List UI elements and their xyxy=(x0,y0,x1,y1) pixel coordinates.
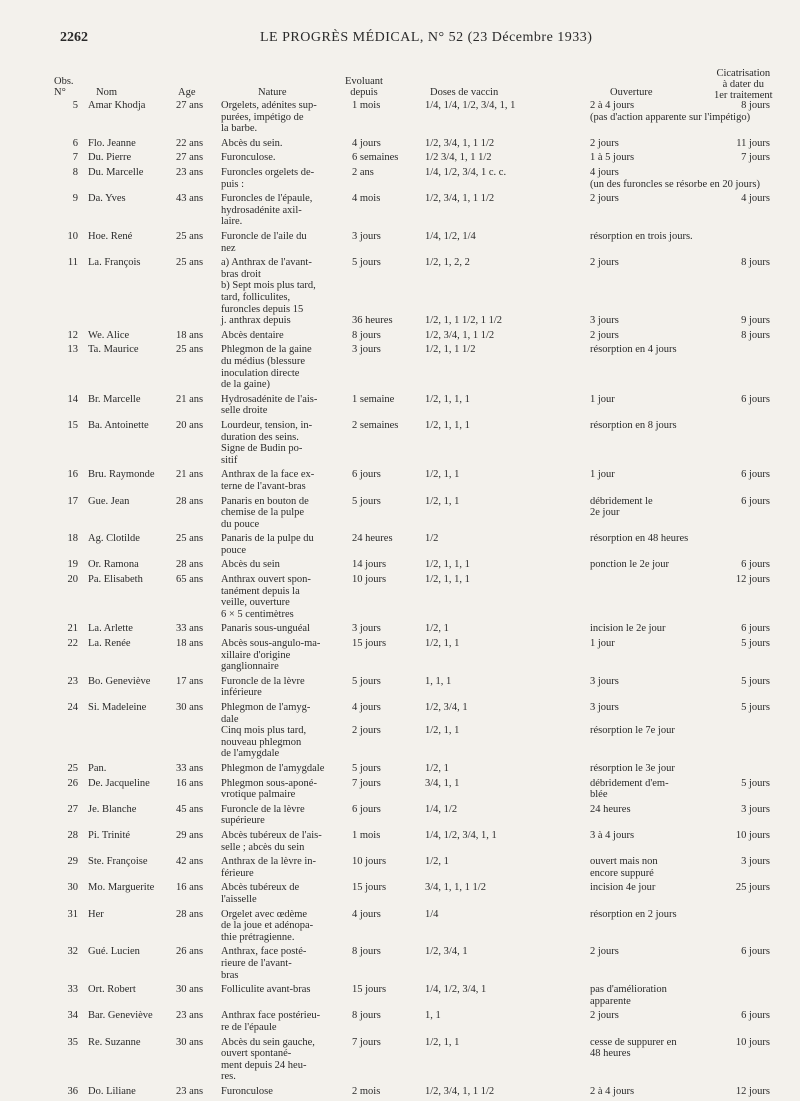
age-cell: 20 ans xyxy=(176,419,204,431)
vaccine-doses-cell: 1/2, 1, 1, 1 xyxy=(425,574,470,586)
healing-cell: 6 jours xyxy=(741,1010,770,1022)
opening-cell: résorption le 3e jour xyxy=(590,763,675,775)
obs-cell: 26 xyxy=(67,777,78,789)
age-cell: 17 ans xyxy=(176,675,204,687)
nature-cell: Orgelet avec œdème de la joue et adénopa- thie prétragienne. xyxy=(221,908,314,943)
col-doses: Doses de vaccin xyxy=(430,87,499,98)
opening-cell: résorption en 8 jours xyxy=(590,419,677,431)
evolving-since-cell: 4 jours 2 jours xyxy=(352,702,381,737)
evolving-since-cell: 6 semaines xyxy=(352,152,399,164)
opening-cell: débridement le 2e jour xyxy=(590,495,653,519)
vaccine-doses-cell: 1/4, 1/2, 3/4, 1, 1 xyxy=(425,830,497,842)
evolving-since-cell: 2 semaines xyxy=(352,419,399,431)
obs-cell: 10 xyxy=(67,230,78,242)
table-row xyxy=(0,138,800,153)
healing-cell: 12 jours xyxy=(735,1085,770,1097)
vaccine-doses-cell: 1/4, 1/4, 1/2, 3/4, 1, 1 xyxy=(425,100,516,111)
obs-cell: 28 xyxy=(67,830,78,842)
table-row xyxy=(0,702,800,763)
table-row xyxy=(0,193,800,231)
table-row xyxy=(0,559,800,574)
nature-cell: Abcès tubéreux de l'aisselle xyxy=(221,882,300,905)
vaccine-doses-cell: 1/2, 1, 1, 1 xyxy=(425,559,470,571)
opening-cell: 3 jours xyxy=(590,675,619,687)
vaccine-doses-cell: 1/4 xyxy=(425,908,439,920)
evolving-since-cell: 4 jours xyxy=(352,137,381,149)
table-row xyxy=(0,1010,800,1036)
evolving-since-cell: 7 jours xyxy=(352,777,381,789)
opening-cell: ponction le 2e jour xyxy=(590,559,670,571)
opening-cell: 2 à 4 jours (pas d'action apparente sur l'impétigo) xyxy=(590,100,751,123)
name-cell: Pi. Trinité xyxy=(88,830,131,842)
name-cell: Re. Suzanne xyxy=(88,1036,141,1048)
vaccine-doses-cell: 1, 1, 1 xyxy=(425,675,452,687)
vaccine-doses-cell: 1/4, 1/2, 1/4 xyxy=(425,230,476,242)
age-cell: 42 ans xyxy=(176,856,204,868)
evolving-since-cell: 10 jours xyxy=(352,574,387,586)
obs-cell: 34 xyxy=(67,1010,78,1022)
table-row xyxy=(0,167,800,193)
obs-cell: 13 xyxy=(67,344,78,356)
table-row xyxy=(0,1037,800,1086)
table-row xyxy=(0,574,800,623)
age-cell: 16 ans xyxy=(176,777,204,789)
opening-cell: résorption en 2 jours xyxy=(590,908,677,920)
name-cell: Pa. Elisabeth xyxy=(88,574,143,586)
evolving-since-cell: 8 jours xyxy=(352,329,381,341)
col-obs: Obs. N° xyxy=(54,76,74,98)
healing-cell: 10 jours xyxy=(735,830,770,842)
name-cell: Gue. Jean xyxy=(88,495,130,507)
vaccine-doses-cell: 1/2, 3/4, 1, 1 1/2 xyxy=(425,137,495,149)
evolving-since-cell: 4 jours xyxy=(352,908,381,920)
col-evoluant: Evoluant depuis xyxy=(345,76,383,98)
opening-cell: 2 jours xyxy=(590,193,619,205)
vaccine-doses-cell: 1/2, 1, 1 xyxy=(425,638,460,650)
nature-cell: Lourdeur, tension, in- duration des seins. Signe de Budin po- sitif xyxy=(221,419,313,466)
opening-cell: incision le 2e jour xyxy=(590,623,666,635)
nature-cell: Anthrax de la face ex- terne de l'avant-bras xyxy=(221,469,315,492)
opening-cell: 1 jour xyxy=(590,393,615,405)
name-cell: We. Alice xyxy=(88,329,130,341)
age-cell: 28 ans xyxy=(176,908,204,920)
vaccine-doses-cell: 1/2, 3/4, 1, 1 1/2 xyxy=(425,329,495,341)
name-cell: Bar. Geneviève xyxy=(88,1010,153,1022)
table-row xyxy=(0,804,800,830)
healing-cell: 8 jours 9 jours xyxy=(741,257,770,327)
opening-cell: 4 jours (un des furoncles se résorbe en 20 jours) xyxy=(590,166,760,190)
opening-cell: 2 jours xyxy=(590,946,619,958)
name-cell: La. François xyxy=(88,257,141,269)
age-cell: 26 ans xyxy=(176,946,204,958)
name-cell: Pan. xyxy=(88,763,107,775)
nature-cell: Abcès du sein. xyxy=(221,137,283,149)
age-cell: 33 ans xyxy=(176,763,204,775)
healing-cell: 4 jours xyxy=(741,193,770,205)
vaccine-doses-cell: 3/4, 1, 1, 1 1/2 xyxy=(425,882,486,894)
name-cell: De. Jacqueline xyxy=(88,777,150,789)
table-row xyxy=(0,882,800,908)
evolving-since-cell: 15 jours xyxy=(352,638,387,650)
vaccine-doses-cell: 1/2, 1 xyxy=(425,856,449,868)
table-row xyxy=(0,623,800,638)
obs-cell: 23 xyxy=(67,675,78,687)
obs-cell: 32 xyxy=(67,946,78,958)
healing-cell: 6 jours xyxy=(741,559,770,571)
evolving-since-cell: 15 jours xyxy=(352,984,387,996)
nature-cell: a) Anthrax de l'avant- bras droit b) Sept mois plus tard, tard, folliculites, furoncles depuis 15 j. anthrax depuis xyxy=(221,257,316,327)
vaccine-doses-cell: 1/2, 1, 2, 2 1/2, 1, 1 1/2, 1 1/2 xyxy=(425,257,503,327)
obs-cell: 27 xyxy=(67,803,78,815)
evolving-since-cell: 10 jours xyxy=(352,856,387,868)
obs-cell: 15 xyxy=(67,419,78,431)
age-cell: 27 ans xyxy=(176,152,204,164)
healing-cell: 5 jours xyxy=(741,675,770,687)
opening-cell: ouvert mais non encore suppuré xyxy=(590,856,658,879)
healing-cell: 10 jours xyxy=(735,1036,770,1048)
nature-cell: Furoncle de la lèvre supérieure xyxy=(221,803,305,827)
obs-cell: 11 xyxy=(67,257,78,269)
page-header xyxy=(60,30,780,50)
age-cell: 33 ans xyxy=(176,623,204,635)
opening-cell: 2 jours 3 jours xyxy=(590,257,619,327)
nature-cell: Abcès du sein xyxy=(221,559,280,571)
name-cell: Do. Liliane xyxy=(88,1085,136,1097)
obs-cell: 20 xyxy=(67,574,78,586)
opening-cell: résorption en 4 jours xyxy=(590,344,677,356)
age-cell: 65 ans xyxy=(176,574,204,586)
vaccine-doses-cell: 1/2, 3/4, 1, 1 1/2 xyxy=(425,1085,495,1097)
nature-cell: Furonculose. xyxy=(221,152,276,164)
opening-cell: cesse de suppurer en 48 heures xyxy=(590,1036,677,1060)
table-row xyxy=(0,152,800,167)
page-number: 2262 xyxy=(60,30,88,45)
opening-cell: pas d'amélioration apparente xyxy=(590,984,667,1007)
age-cell: 28 ans xyxy=(176,559,204,571)
table-row xyxy=(0,946,800,984)
evolving-since-cell: 5 jours xyxy=(352,495,381,507)
table-row xyxy=(0,100,800,138)
col-nom: Nom xyxy=(96,87,117,98)
obs-cell: 33 xyxy=(67,984,78,996)
nature-cell: Abcès du sein gauche, ouvert spontané- ment depuis 24 heu- res. xyxy=(221,1036,315,1083)
age-cell: 16 ans xyxy=(176,882,204,894)
evolving-since-cell: 14 jours xyxy=(352,559,387,571)
obs-cell: 19 xyxy=(67,559,78,571)
obs-cell: 16 xyxy=(67,469,78,481)
age-cell: 29 ans xyxy=(176,830,204,842)
opening-cell: 1 jour xyxy=(590,638,615,650)
age-cell: 25 ans xyxy=(176,257,204,269)
nature-cell: Phlegmon sous-aponé- vrotique palmaire xyxy=(221,777,317,801)
healing-cell: 5 jours xyxy=(741,777,770,789)
age-cell: 30 ans xyxy=(176,984,204,996)
nature-cell: Phlegmon de la gaine du médius (blessure inoculation directe de la gaine) xyxy=(221,344,312,391)
age-cell: 25 ans xyxy=(176,230,204,242)
healing-cell: 6 jours xyxy=(741,946,770,958)
name-cell: Her xyxy=(88,908,104,920)
obs-cell: 29 xyxy=(67,856,78,868)
nature-cell: Anthrax de la lèvre in- férieure xyxy=(221,856,317,879)
table-row xyxy=(0,257,800,330)
table-row xyxy=(0,344,800,393)
name-cell: Ort. Robert xyxy=(88,984,136,996)
evolving-since-cell: 6 jours xyxy=(352,803,381,815)
opening-cell: 2 jours xyxy=(590,1010,619,1022)
vaccine-doses-cell: 1/2, 1, 1, 1 xyxy=(425,419,470,431)
opening-cell: résorption en 48 heures xyxy=(590,533,689,545)
evolving-since-cell: 8 jours xyxy=(352,1010,381,1022)
table-row xyxy=(0,638,800,676)
obs-cell: 14 xyxy=(67,393,78,405)
opening-cell: 1 à 5 jours xyxy=(590,152,635,164)
nature-cell: Panaris sous-unguéal xyxy=(221,623,310,635)
age-cell: 21 ans xyxy=(176,469,204,481)
obs-cell: 8 xyxy=(72,166,78,178)
age-cell: 23 ans xyxy=(176,1010,204,1022)
vaccine-doses-cell: 3/4, 1, 1 xyxy=(425,777,460,789)
table-row xyxy=(0,1086,800,1101)
table-row xyxy=(0,394,800,420)
obs-cell: 12 xyxy=(67,329,78,341)
nature-cell: Panaris en bouton de chemise de la pulpe du pouce xyxy=(221,495,309,530)
opening-cell: débridement d'em- blée xyxy=(590,777,669,801)
obs-cell: 35 xyxy=(67,1036,78,1048)
name-cell: Bo. Geneviève xyxy=(88,675,151,687)
vaccine-doses-cell: 1/2, 1, 1 1/2 xyxy=(425,344,476,356)
observations-table xyxy=(0,100,800,1101)
col-nature: Nature xyxy=(258,87,287,98)
vaccine-doses-cell: 1/4, 1/2 xyxy=(425,803,458,815)
vaccine-doses-cell: 1/2, 1, 1 xyxy=(425,495,460,507)
healing-cell: 5 jours xyxy=(741,702,770,714)
opening-cell: incision 4e jour xyxy=(590,882,656,894)
table-row xyxy=(0,420,800,469)
vaccine-doses-cell: 1/2, 3/4, 1, 1 1/2 xyxy=(425,193,495,205)
age-cell: 43 ans xyxy=(176,193,204,205)
healing-cell: 6 jours xyxy=(741,393,770,405)
healing-cell: 5 jours xyxy=(741,638,770,650)
vaccine-doses-cell: 1/2, 3/4, 1 1/2, 1, 1 xyxy=(425,702,468,737)
healing-cell: 8 jours xyxy=(741,100,770,111)
age-cell: 21 ans xyxy=(176,393,204,405)
obs-cell: 7 xyxy=(72,152,78,164)
vaccine-doses-cell: 1/2 3/4, 1, 1 1/2 xyxy=(425,152,492,164)
table-row xyxy=(0,909,800,947)
nature-cell: Folliculite avant-bras xyxy=(221,984,311,996)
col-ouverture: Ouverture xyxy=(610,87,653,98)
name-cell: Amar Khodja xyxy=(88,100,146,111)
age-cell: 45 ans xyxy=(176,803,204,815)
healing-cell: 3 jours xyxy=(741,856,770,868)
age-cell: 18 ans xyxy=(176,638,204,650)
evolving-since-cell: 5 jours 36 heures xyxy=(352,257,393,327)
evolving-since-cell: 6 jours xyxy=(352,469,381,481)
vaccine-doses-cell: 1/4, 1/2, 3/4, 1 xyxy=(425,984,487,996)
name-cell: La. Renée xyxy=(88,638,131,650)
nature-cell: Panaris de la pulpe du pouce xyxy=(221,533,314,556)
opening-cell: 2 jours xyxy=(590,137,619,149)
table-row xyxy=(0,676,800,702)
evolving-since-cell: 24 heures xyxy=(352,533,393,545)
age-cell: 27 ans xyxy=(176,100,204,111)
opening-cell: 24 heures xyxy=(590,803,631,815)
healing-cell: 12 jours xyxy=(735,574,770,586)
nature-cell: Furoncles de l'épaule, hydrosadénite axil- laire. xyxy=(221,193,313,228)
nature-cell: Phlegmon de l'amyg- dale Cinq mois plus tard, nouveau phlegmon de l'amygdale xyxy=(221,702,311,760)
evolving-since-cell: 5 jours xyxy=(352,675,381,687)
healing-cell: 8 jours xyxy=(741,329,770,341)
table-row xyxy=(0,330,800,345)
healing-cell: 6 jours xyxy=(741,469,770,481)
opening-cell: résorption en trois jours. xyxy=(590,230,693,242)
evolving-since-cell: 5 jours xyxy=(352,763,381,775)
healing-cell: 7 jours xyxy=(741,152,770,164)
evolving-since-cell: 1 mois xyxy=(352,830,381,842)
obs-cell: 30 xyxy=(67,882,78,894)
nature-cell: Abcès tubéreux de l'ais- selle ; abcès du sein xyxy=(221,830,322,853)
journal-title: LE PROGRÈS MÉDICAL, N° 52 (23 Décembre 1933) xyxy=(260,30,593,45)
obs-cell: 17 xyxy=(67,495,78,507)
nature-cell: Anthrax, face posté- rieure de l'avant- bras xyxy=(221,946,307,981)
age-cell: 30 ans xyxy=(176,702,204,714)
vaccine-doses-cell: 1/2, 1 xyxy=(425,623,449,635)
table-row xyxy=(0,763,800,778)
age-cell: 28 ans xyxy=(176,495,204,507)
vaccine-doses-cell: 1/4, 1/2, 3/4, 1 c. c. xyxy=(425,166,507,178)
name-cell: Ta. Maurice xyxy=(88,344,139,356)
age-cell: 22 ans xyxy=(176,137,204,149)
name-cell: Ag. Clotilde xyxy=(88,533,140,545)
healing-cell: 25 jours xyxy=(735,882,770,894)
evolving-since-cell: 7 jours xyxy=(352,1036,381,1048)
age-cell: 30 ans xyxy=(176,1036,204,1048)
opening-cell: 2 à 4 jours xyxy=(590,1085,635,1097)
age-cell: 23 ans xyxy=(176,166,204,178)
evolving-since-cell: 15 jours xyxy=(352,882,387,894)
table-row xyxy=(0,778,800,804)
evolving-since-cell: 3 jours xyxy=(352,230,381,242)
vaccine-doses-cell: 1, 1 xyxy=(425,1010,441,1022)
nature-cell: Anthrax ouvert spon- tanément depuis la veille, ouverture 6 × 5 centimètres xyxy=(221,574,311,620)
age-cell: 23 ans xyxy=(176,1085,204,1097)
name-cell: Je. Blanche xyxy=(88,803,137,815)
opening-cell: 3 jours résorption le 7e jour xyxy=(590,702,675,737)
evolving-since-cell: 1 semaine xyxy=(352,393,395,405)
table-row xyxy=(0,469,800,495)
age-cell: 25 ans xyxy=(176,344,204,356)
evolving-since-cell: 3 jours xyxy=(352,623,381,635)
opening-cell: 2 jours xyxy=(590,329,619,341)
opening-cell: 1 jour xyxy=(590,469,615,481)
table-row xyxy=(0,496,800,534)
evolving-since-cell: 3 jours xyxy=(352,344,381,356)
name-cell: Hoe. René xyxy=(88,230,133,242)
vaccine-doses-cell: 1/2, 1, 1 xyxy=(425,1036,460,1048)
table-row xyxy=(0,830,800,856)
evolving-since-cell: 2 mois xyxy=(352,1085,381,1097)
obs-cell: 36 xyxy=(67,1085,78,1097)
healing-cell: 6 jours xyxy=(741,495,770,507)
name-cell: Or. Ramona xyxy=(88,559,139,571)
evolving-since-cell: 4 mois xyxy=(352,193,381,205)
age-cell: 25 ans xyxy=(176,533,204,545)
obs-cell: 31 xyxy=(67,908,78,920)
age-cell: 18 ans xyxy=(176,329,204,341)
table-row xyxy=(0,231,800,257)
obs-cell: 21 xyxy=(67,623,78,635)
vaccine-doses-cell: 1/2 xyxy=(425,533,439,545)
col-cicatrisation: Cicatrisation à dater du 1er traitement xyxy=(714,68,773,101)
nature-cell: Abcès dentaire xyxy=(221,329,284,341)
vaccine-doses-cell: 1/2, 1, 1 xyxy=(425,469,460,481)
name-cell: Br. Marcelle xyxy=(88,393,141,405)
obs-cell: 9 xyxy=(72,193,78,205)
obs-cell: 25 xyxy=(67,763,78,775)
name-cell: Bru. Raymonde xyxy=(88,469,155,481)
name-cell: Si. Madeleine xyxy=(88,702,147,714)
evolving-since-cell: 2 ans xyxy=(352,166,374,178)
table-row xyxy=(0,533,800,559)
table-row xyxy=(0,984,800,1010)
name-cell: Ste. Françoise xyxy=(88,856,148,868)
name-cell: La. Arlette xyxy=(88,623,133,635)
evolving-since-cell: 1 mois xyxy=(352,100,381,111)
name-cell: Du. Marcelle xyxy=(88,166,144,178)
name-cell: Ba. Antoinette xyxy=(88,419,149,431)
healing-cell: 6 jours xyxy=(741,623,770,635)
obs-cell: 6 xyxy=(72,137,78,149)
healing-cell: 3 jours xyxy=(741,803,770,815)
nature-cell: Hydrosadénite de l'ais- selle droite xyxy=(221,393,318,417)
obs-cell: 22 xyxy=(67,638,78,650)
nature-cell: Abcès sous-angulo-ma- xillaire d'origine ganglionnaire xyxy=(221,638,321,673)
name-cell: Du. Pierre xyxy=(88,152,132,164)
nature-cell: Orgelets, adénites sup- purées, impétigo de la barbe. xyxy=(221,100,317,135)
name-cell: Mo. Marguerite xyxy=(88,882,155,894)
evolving-since-cell: 8 jours xyxy=(352,946,381,958)
obs-cell: 5 xyxy=(72,100,78,111)
table-row xyxy=(0,856,800,882)
healing-cell: 11 jours xyxy=(736,137,770,149)
nature-cell: Furoncles orgelets de- puis : xyxy=(221,166,315,190)
opening-cell: 3 à 4 jours xyxy=(590,830,635,842)
vaccine-doses-cell: 1/2, 1 xyxy=(425,763,449,775)
nature-cell: Furoncle de l'aile du nez xyxy=(221,230,307,254)
nature-cell: Anthrax face postérieu- re de l'épaule xyxy=(221,1010,321,1033)
obs-cell: 18 xyxy=(67,533,78,545)
nature-cell: Phlegmon de l'amygdale xyxy=(221,763,325,775)
name-cell: Flo. Jeanne xyxy=(88,137,136,149)
nature-cell: Furonculose xyxy=(221,1085,273,1097)
vaccine-doses-cell: 1/2, 1, 1, 1 xyxy=(425,393,470,405)
col-age: Age xyxy=(178,87,196,98)
name-cell: Da. Yves xyxy=(88,193,126,205)
vaccine-doses-cell: 1/2, 3/4, 1 xyxy=(425,946,468,958)
nature-cell: Furoncle de la lèvre inférieure xyxy=(221,675,305,699)
obs-cell: 24 xyxy=(67,702,78,714)
name-cell: Gué. Lucien xyxy=(88,946,140,958)
